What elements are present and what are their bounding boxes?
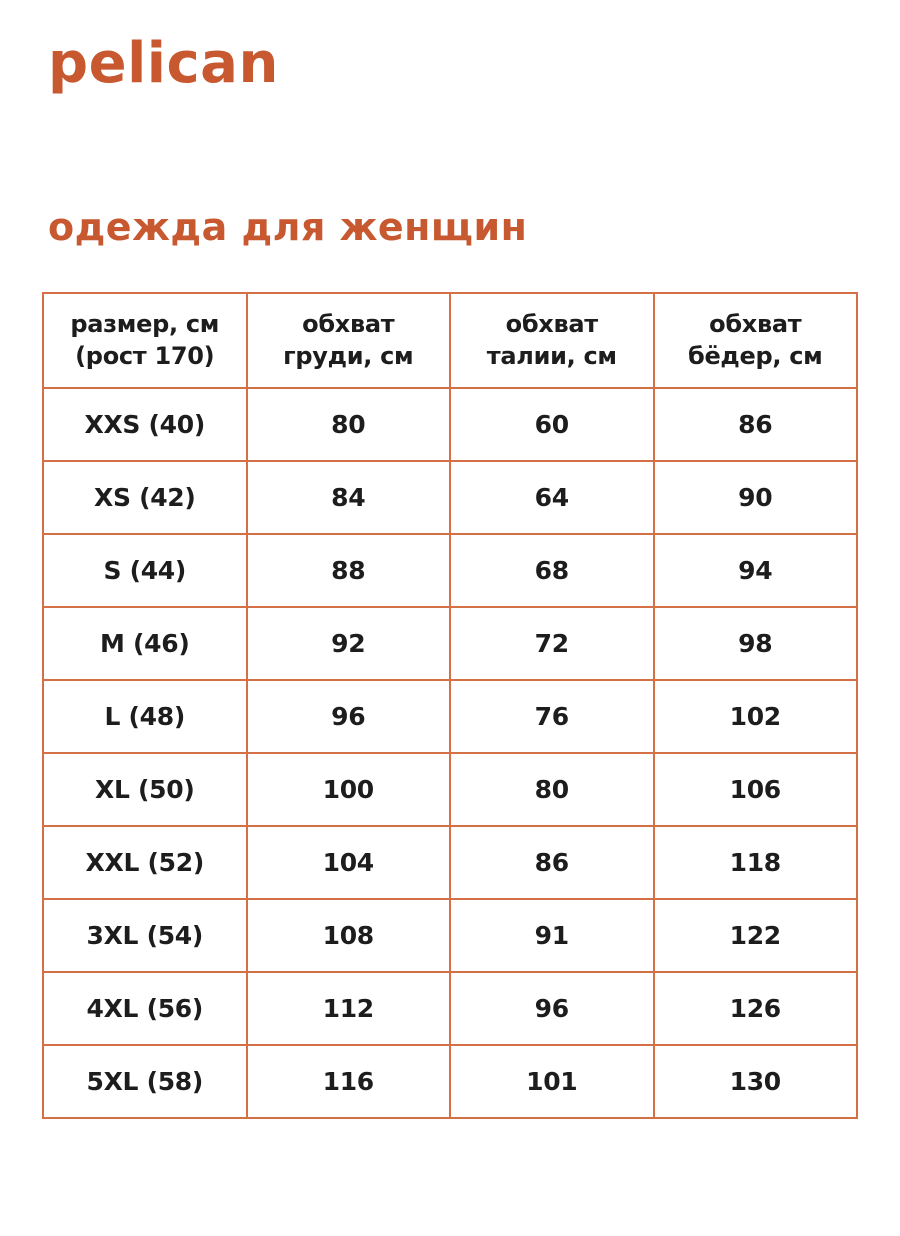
chest-cell: 104 [247,826,451,899]
size-chart-page [0,31,900,1119]
table-row [43,753,857,826]
waist-cell: 72 [450,607,654,680]
col-header-waist [450,293,654,388]
chest-cell: 100 [247,753,451,826]
table-row [43,388,857,461]
chest-cell: 108 [247,899,451,972]
col-header-size-line2: (рост 170) [75,341,215,370]
table-row [43,534,857,607]
col-header-chest [247,293,451,388]
waist-cell: 86 [450,826,654,899]
col-header-hips [654,293,858,388]
waist-cell: 91 [450,899,654,972]
hips-cell: 90 [654,461,858,534]
chest-cell: 80 [247,388,451,461]
chest-cell: 96 [247,680,451,753]
hips-cell: 94 [654,534,858,607]
brand-logo: pelican [48,31,279,96]
waist-cell: 101 [450,1045,654,1118]
table-row [43,972,857,1045]
hips-cell: 118 [654,826,858,899]
size-cell: 5XL (58) [43,1045,247,1118]
hips-cell: 102 [654,680,858,753]
size-cell: S (44) [43,534,247,607]
page-title: одежда для женщин [48,205,528,249]
chest-cell: 84 [247,461,451,534]
waist-cell: 60 [450,388,654,461]
waist-cell: 96 [450,972,654,1045]
col-header-size-line1: размер, см [70,310,220,339]
size-cell: XXL (52) [43,826,247,899]
col-header-chest-line1: обхват [302,310,395,339]
hips-cell: 98 [654,607,858,680]
size-table [42,292,858,1119]
hips-cell: 130 [654,1045,858,1118]
chest-cell: 112 [247,972,451,1045]
col-header-hips-line1: обхват [709,310,802,339]
col-header-waist-line2: талии, см [486,341,617,370]
col-header-chest-line2: груди, см [283,341,414,370]
size-cell: M (46) [43,607,247,680]
col-header-size [43,293,247,388]
chest-cell: 116 [247,1045,451,1118]
col-header-waist-line1: обхват [505,310,598,339]
table-row [43,899,857,972]
table-row [43,607,857,680]
table-row [43,461,857,534]
hips-cell: 122 [654,899,858,972]
chest-cell: 92 [247,607,451,680]
size-cell: L (48) [43,680,247,753]
size-cell: XL (50) [43,753,247,826]
size-cell: XS (42) [43,461,247,534]
table-header-row [43,293,857,388]
size-cell: 3XL (54) [43,899,247,972]
size-cell: 4XL (56) [43,972,247,1045]
table-row [43,826,857,899]
table-row [43,1045,857,1118]
waist-cell: 80 [450,753,654,826]
col-header-hips-line2: бёдер, см [688,341,823,370]
chest-cell: 88 [247,534,451,607]
waist-cell: 76 [450,680,654,753]
waist-cell: 64 [450,461,654,534]
waist-cell: 68 [450,534,654,607]
hips-cell: 106 [654,753,858,826]
hips-cell: 86 [654,388,858,461]
hips-cell: 126 [654,972,858,1045]
size-cell: XXS (40) [43,388,247,461]
table-row [43,680,857,753]
